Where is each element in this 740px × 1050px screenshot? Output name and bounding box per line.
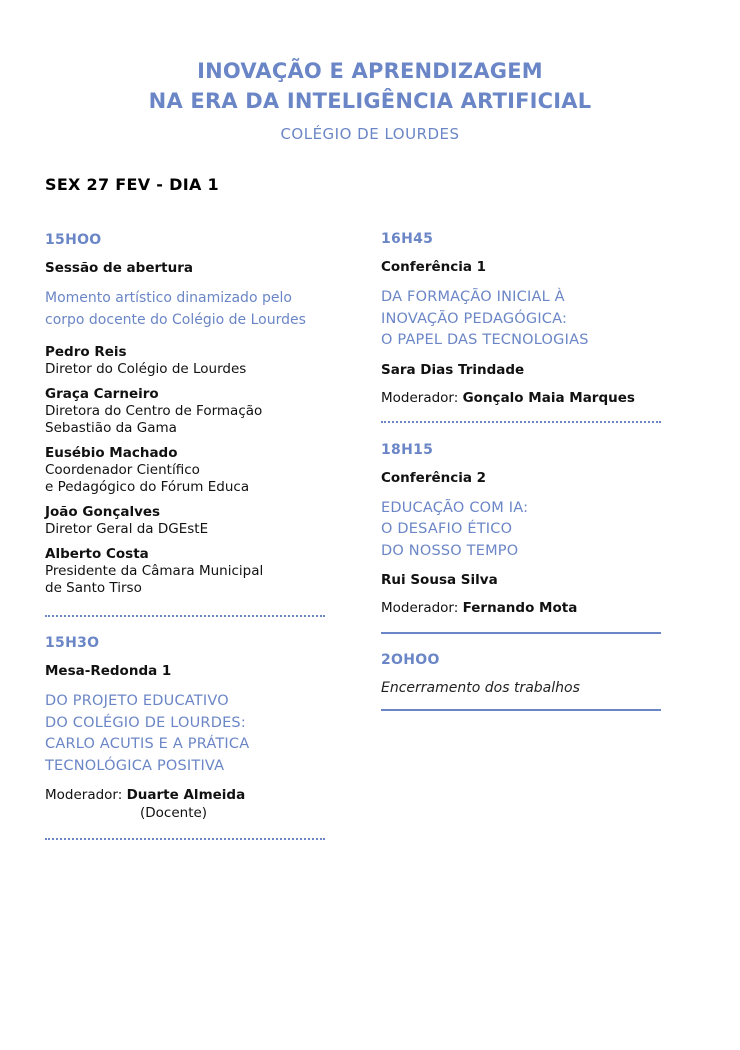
event-title-line1: INOVAÇÃO E APRENDIZAGEM [197, 59, 543, 83]
session-time: 15H3O [45, 635, 100, 651]
title-line: EDUCAÇÃO COM IA: [381, 499, 529, 516]
title-line: CARLO ACUTIS E A PRÁTICA [45, 736, 250, 752]
solid-divider [381, 709, 661, 711]
session-time: 2OHOO [381, 652, 440, 668]
program-right-column [381, 229, 663, 711]
speaker-name: João Gonçalves [45, 504, 161, 520]
speaker-role: e Pedagógico do Fórum Educa [45, 479, 250, 495]
program-left-column [45, 230, 327, 840]
description-line: corpo docente do Colégio de Lourdes [45, 311, 306, 328]
speaker [45, 546, 327, 597]
speaker-role: Presidente da Câmara Municipal [45, 563, 264, 579]
dotted-divider [45, 615, 325, 617]
session-opening [45, 230, 327, 597]
session-time: 16H45 [381, 231, 434, 247]
session-description [45, 288, 327, 331]
speaker-name: Eusébio Machado [45, 445, 178, 461]
moderator-label: Moderador: [381, 600, 463, 616]
title-line: TECNOLÓGICA POSITIVA [45, 757, 225, 774]
moderator-name: Fernando Mota [462, 600, 578, 616]
speaker-name: Graça Carneiro [45, 386, 159, 402]
session-type: Sessão de abertura [45, 260, 193, 276]
session-conference-1 [381, 229, 663, 407]
moderator [381, 599, 663, 617]
speaker-role: Diretora do Centro de Formação [45, 403, 263, 419]
speaker-name: Rui Sousa Silva [381, 572, 498, 588]
session-round-table [45, 633, 327, 822]
moderator-note: (Docente) [140, 805, 208, 821]
speaker-name: Sara Dias Trindade [381, 361, 525, 378]
speaker-name: Pedro Reis [45, 344, 127, 360]
moderator [381, 389, 663, 407]
solid-divider [381, 632, 661, 634]
moderator [45, 786, 327, 804]
day-label: SEX 27 FEV - DIA 1 [45, 175, 219, 194]
venue-subtitle: COLÉGIO DE LOURDES [280, 125, 460, 143]
session-conference-2 [381, 440, 663, 618]
speaker [45, 344, 327, 378]
moderator-name: Gonçalo Maia Marques [462, 389, 635, 406]
moderator-name: Duarte Almeida [126, 787, 246, 803]
description-line: Momento artístico dinamizado pelo [45, 290, 292, 306]
title-line: DO COLÉGIO DE LOURDES: [45, 714, 246, 731]
session-time: 18H15 [381, 441, 434, 458]
session-title [381, 498, 663, 563]
page-header [0, 56, 740, 144]
session-type: Conferência 2 [381, 469, 487, 486]
speaker [45, 445, 327, 496]
title-line: DO NOSSO TEMPO [381, 542, 519, 559]
session-time: 15HOO [45, 232, 102, 248]
title-line: DO PROJETO EDUCATIVO [45, 693, 229, 709]
moderator-label: Moderador: [381, 389, 463, 406]
speaker [45, 504, 327, 538]
session-title [45, 691, 327, 777]
session-closing [381, 650, 663, 697]
session-title [381, 287, 663, 352]
session-type: Mesa-Redonda 1 [45, 663, 172, 679]
title-line: DA FORMAÇÃO INICIAL À [381, 289, 565, 305]
dotted-divider [45, 838, 325, 840]
speaker [45, 386, 327, 437]
session-type: Conferência 1 [381, 259, 487, 275]
speaker-role: Sebastião da Gama [45, 420, 177, 436]
speaker-role: Diretor Geral da DGEstE [45, 521, 209, 537]
dotted-divider [381, 421, 661, 423]
closing-text: Encerramento dos trabalhos [381, 680, 580, 696]
speaker-name: Alberto Costa [45, 546, 149, 562]
speaker-role: Diretor do Colégio de Lourdes [45, 361, 247, 377]
title-line: O DESAFIO ÉTICO [381, 521, 513, 537]
title-line: INOVAÇÃO PEDAGÓGICA: [381, 310, 568, 327]
title-line: O PAPEL DAS TECNOLOGIAS [381, 332, 589, 348]
speaker-role: de Santo Tirso [45, 580, 142, 596]
speaker-role: Coordenador Científico [45, 462, 200, 478]
event-title-line2: NA ERA DA INTELIGÊNCIA ARTIFICIAL [148, 89, 592, 113]
moderator-label: Moderador: [45, 787, 127, 803]
